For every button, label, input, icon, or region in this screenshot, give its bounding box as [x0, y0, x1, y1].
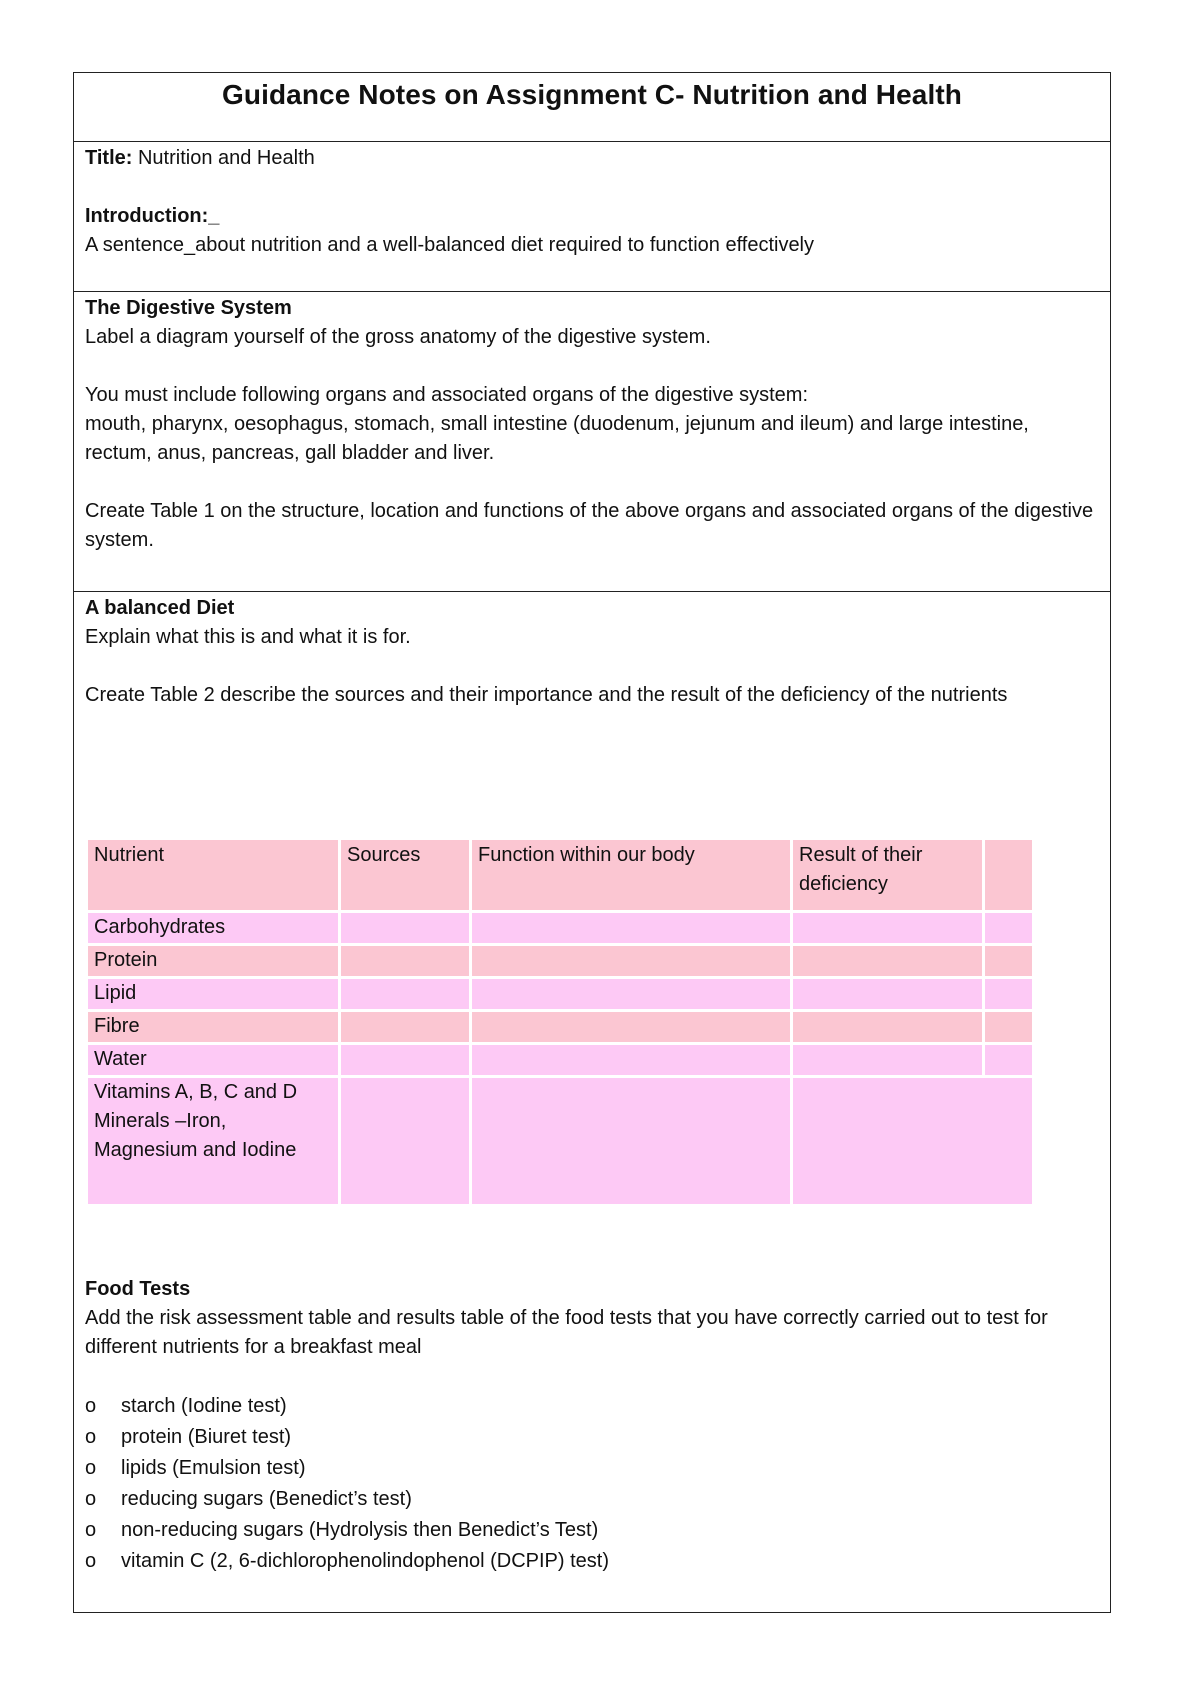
list-item: o vitamin C (2, 6-dichlorophenolindophenol (DCPIP) test): [85, 1546, 1098, 1577]
list-item: o starch (Iodine test): [85, 1391, 1098, 1422]
table-row: [88, 946, 1032, 976]
list-item: o lipids (Emulsion test): [85, 1453, 1098, 1484]
table-row: [88, 1012, 1032, 1042]
table-cell: [793, 979, 982, 1009]
list-item: o reducing sugars (Benedict’s test): [85, 1484, 1098, 1515]
bullet-marker: o: [85, 1519, 97, 1541]
nutrient-cell: Lipid: [88, 979, 338, 1009]
title-value: Nutrition and Health: [132, 147, 315, 169]
title-label: Title:: [85, 147, 133, 169]
table-cell: [985, 913, 1032, 943]
title-row: [74, 73, 1110, 142]
table-cell: [341, 913, 469, 943]
table-row: [88, 1078, 1032, 1204]
header-extra: [985, 840, 1032, 910]
table-header-row: [88, 840, 1032, 910]
table-cell: [472, 913, 790, 943]
balanced-diet-section: [85, 594, 1098, 710]
food-tests-section: [85, 1275, 1098, 1577]
nutrient-cell: Protein: [88, 946, 338, 976]
diet-line-1: Explain what this is and what it is for.: [85, 626, 411, 648]
table-cell: [985, 1012, 1032, 1042]
header-sources: Sources: [341, 840, 469, 910]
table-cell: [472, 1078, 790, 1204]
bullet-marker: o: [85, 1395, 97, 1417]
table-cell: [793, 1078, 1032, 1204]
digestive-line-4: Create Table 1 on the structure, location and functions of the above organs and associated organs of the digestive system.: [85, 500, 1094, 551]
table-cell: [341, 1012, 469, 1042]
table-row: [88, 913, 1032, 943]
table-cell: [341, 1045, 469, 1075]
intro-section: [74, 142, 1110, 292]
nutrient-table: [85, 837, 1035, 1207]
table-cell: [341, 979, 469, 1009]
digestive-text-block: [85, 294, 1098, 555]
nutrient-cell: Carbohydrates: [88, 913, 338, 943]
table-cell: [793, 1012, 982, 1042]
table-cell: [985, 1045, 1032, 1075]
bullet-marker: o: [85, 1550, 97, 1572]
document-title: Guidance Notes on Assignment C- Nutrition and Health: [222, 79, 962, 110]
nutrient-cell: Water: [88, 1045, 338, 1075]
table-cell: [341, 946, 469, 976]
nutrient-cell: Vitamins A, B, C and D Minerals –Iron, Magnesium and Iodine: [88, 1078, 338, 1204]
digestive-line-1: Label a diagram yourself of the gross anatomy of the digestive system.: [85, 326, 711, 348]
digestive-heading: The Digestive System: [85, 297, 292, 319]
food-tests-heading: Food Tests: [85, 1278, 191, 1300]
table-cell: [985, 946, 1032, 976]
food-tests-text: Add the risk assessment table and results table of the food tests that you have correctly carried out to test for different nutrients for a breakfast meal: [85, 1307, 1048, 1358]
table-cell: [472, 1045, 790, 1075]
diet-heading: A balanced Diet: [85, 597, 235, 619]
bullet-marker: o: [85, 1488, 97, 1510]
food-tests-list: [85, 1391, 1098, 1577]
list-item: o protein (Biuret test): [85, 1422, 1098, 1453]
table-cell: [472, 946, 790, 976]
header-nutrient: Nutrient: [88, 840, 338, 910]
diet-line-2: Create Table 2 describe the sources and their importance and the result of the deficiency of the nutrients: [85, 684, 1008, 706]
table-row: [88, 979, 1032, 1009]
table-row: [88, 1045, 1032, 1075]
digestive-line-2: You must include following organs and associated organs of the digestive system:: [85, 384, 809, 406]
introduction-label: Introduction:_: [85, 205, 220, 227]
table-cell: [472, 1012, 790, 1042]
digestive-system-section: [74, 292, 1110, 592]
header-deficiency: Result of their deficiency: [793, 840, 982, 910]
header-function: Function within our body: [472, 840, 790, 910]
digestive-organs-list: mouth, pharynx, oesophagus, stomach, small intestine (duodenum, jejunum and ileum) and large intestine, rectum, anus, pancreas, gall bladder and liver.: [85, 413, 1029, 464]
table-cell: [793, 946, 982, 976]
intro-text-block: [85, 144, 1098, 260]
table-cell: [793, 1045, 982, 1075]
table-cell: [472, 979, 790, 1009]
nutrient-cell: Fibre: [88, 1012, 338, 1042]
list-item: o non-reducing sugars (Hydrolysis then Benedict’s Test): [85, 1515, 1098, 1546]
bullet-marker: o: [85, 1426, 97, 1448]
table-cell: [985, 979, 1032, 1009]
table-cell: [793, 913, 982, 943]
introduction-text: A sentence_about nutrition and a well-balanced diet required to function effectively: [85, 234, 815, 256]
table-cell: [341, 1078, 469, 1204]
bullet-marker: o: [85, 1457, 97, 1479]
